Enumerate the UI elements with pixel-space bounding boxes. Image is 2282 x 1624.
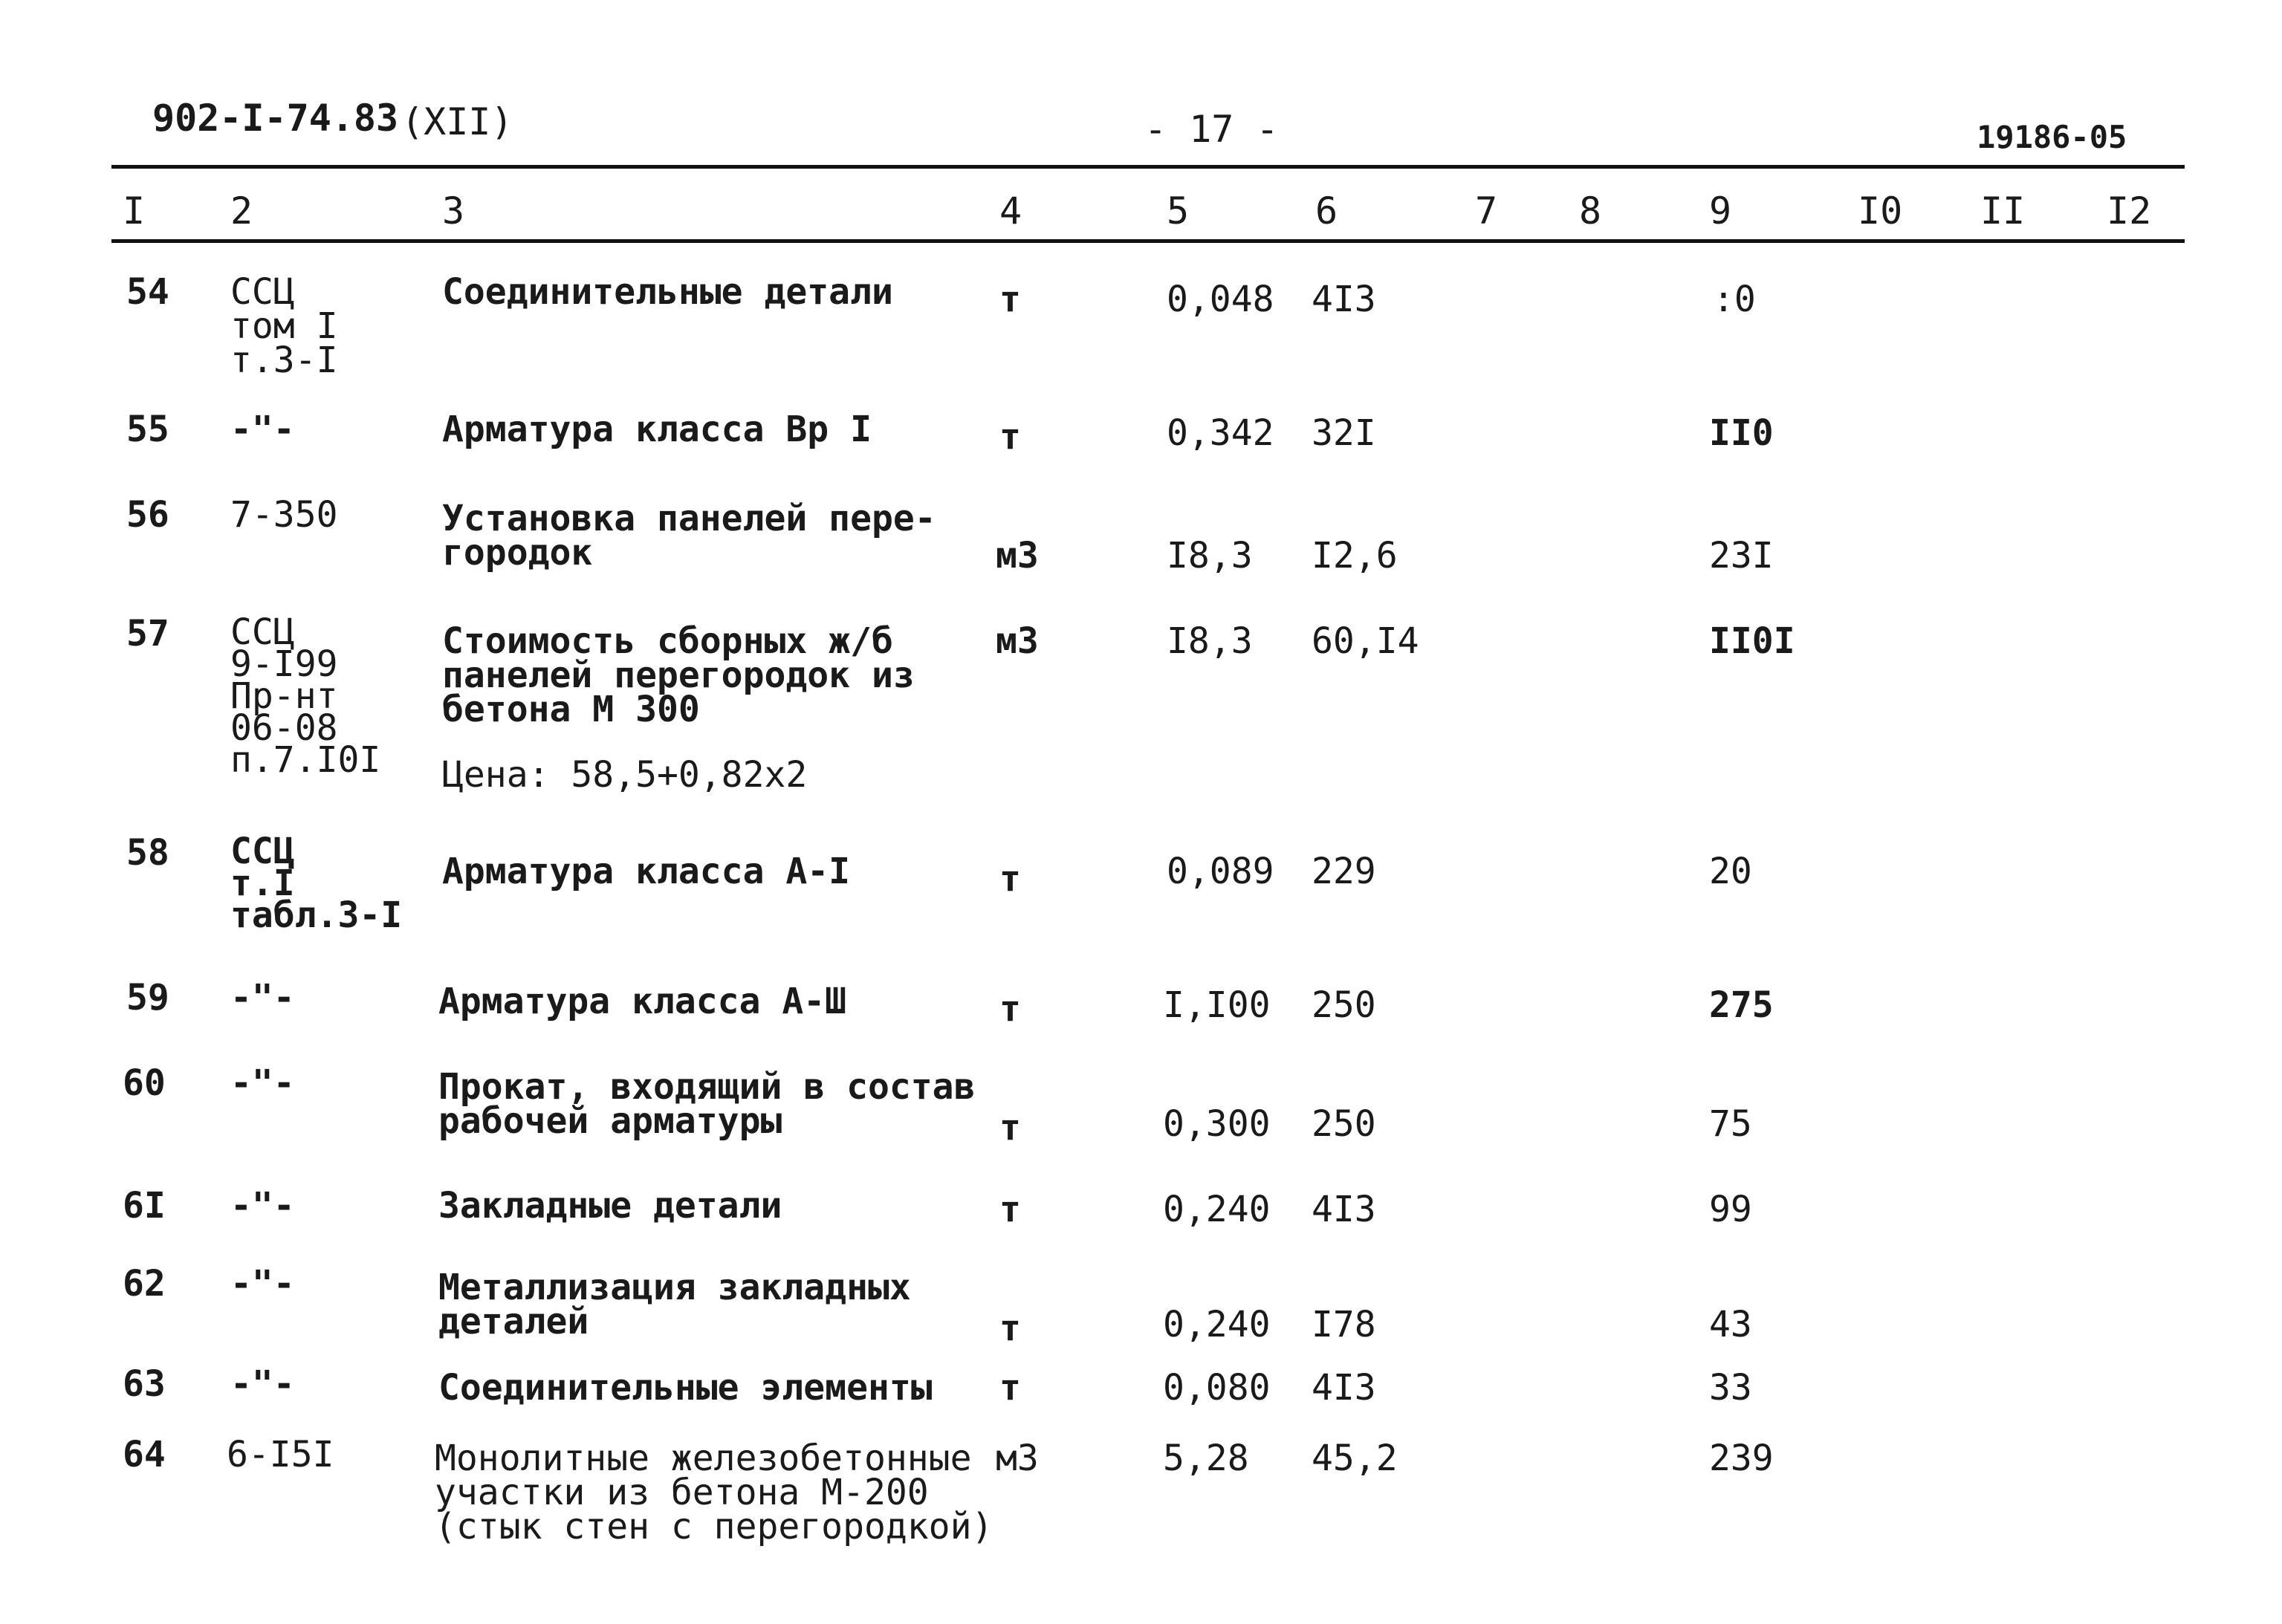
column-header-2: 2	[230, 189, 253, 233]
total-cost: 33	[1709, 1367, 1752, 1409]
column-header-9: 9	[1709, 189, 1732, 233]
quantity: 0,342	[1167, 412, 1274, 454]
unit-price: 60,I4	[1312, 620, 1419, 662]
item-name: Соединительные детали	[442, 271, 893, 313]
unit-price: 229	[1312, 851, 1376, 892]
table-row	[0, 1434, 2282, 1547]
table-row	[0, 494, 2282, 576]
table-row	[0, 977, 2282, 1030]
row-number: 64	[123, 1434, 166, 1475]
row-number: 60	[123, 1062, 166, 1104]
row-number: 6I	[123, 1185, 166, 1227]
norm-code: ССЦ том I т.3-I	[230, 271, 338, 381]
item-name: Металлизация закладных деталей	[438, 1267, 911, 1342]
quantity: 0,048	[1167, 279, 1274, 320]
column-header-12: I2	[2107, 189, 2152, 233]
unit: т	[999, 416, 1021, 458]
column-header-5: 5	[1167, 189, 1190, 233]
quantity: 0,240	[1163, 1189, 1271, 1230]
table-row	[0, 831, 2282, 936]
item-name: Арматура класса Вр I	[442, 409, 872, 450]
header-top-rule	[111, 165, 2185, 169]
quantity: I8,3	[1167, 535, 1253, 576]
item-name: Соединительные элементы	[438, 1367, 933, 1409]
unit: м3	[996, 620, 1039, 662]
quantity: 0,300	[1163, 1103, 1271, 1145]
total-cost: II0	[1709, 412, 1774, 454]
header-bottom-rule	[111, 239, 2185, 243]
column-header-1: I	[123, 189, 146, 233]
total-cost: :0	[1713, 279, 1756, 320]
unit: т	[999, 988, 1021, 1030]
total-cost: 99	[1709, 1189, 1752, 1230]
unit: м3	[996, 535, 1039, 576]
price-note: Цена: 58,5+0,82х2	[442, 754, 808, 796]
item-name: Монолитные железобетонные участки из бетона М-200 (стык стен с перегородкой)	[435, 1438, 993, 1547]
section-label: (XII)	[401, 100, 513, 143]
total-cost: 20	[1709, 851, 1752, 892]
item-name: Арматура класса А-Ш	[438, 981, 847, 1022]
table-row	[0, 1363, 2282, 1409]
norm-code: -"-	[230, 1185, 295, 1227]
table-row	[0, 271, 2282, 381]
column-header-8: 8	[1579, 189, 1602, 233]
column-header-11: II	[1980, 189, 2026, 233]
row-number: 57	[126, 613, 169, 655]
unit-price: 4I3	[1312, 1189, 1376, 1230]
unit-price: 250	[1312, 1103, 1376, 1145]
total-cost: 275	[1709, 984, 1774, 1026]
column-header-6: 6	[1315, 189, 1338, 233]
row-number: 54	[126, 271, 169, 313]
norm-code: 6-I5I	[227, 1434, 334, 1475]
unit: м3	[996, 1438, 1039, 1479]
row-number: 62	[123, 1263, 166, 1305]
norm-code: ССЦ 9-I99 Пр-нт 06-08 п.7.I0I	[230, 611, 381, 781]
quantity: 0,240	[1163, 1304, 1271, 1345]
row-number: 63	[123, 1363, 166, 1405]
unit-price: 4I3	[1312, 279, 1376, 320]
norm-code: 7-350	[230, 494, 338, 536]
unit-price: I78	[1312, 1304, 1376, 1345]
total-cost: 239	[1709, 1438, 1774, 1479]
total-cost: 43	[1709, 1304, 1752, 1345]
unit-price: 4I3	[1312, 1367, 1376, 1409]
norm-code: ССЦ т.I табл.3-I	[230, 831, 403, 936]
row-number: 59	[126, 977, 169, 1019]
unit: т	[999, 1308, 1021, 1349]
unit: т	[999, 1367, 1021, 1409]
column-header-7: 7	[1475, 189, 1498, 233]
column-header-3: 3	[442, 189, 465, 233]
item-name: Стоимость сборных ж/б панелей перегородок из бетона М 300	[442, 620, 915, 730]
item-name: Арматура класса А-I	[442, 851, 851, 892]
unit-price: I2,6	[1312, 535, 1398, 576]
unit: т	[999, 858, 1021, 900]
row-number: 58	[126, 832, 169, 874]
quantity: I,I00	[1163, 984, 1271, 1026]
total-cost: 23I	[1709, 535, 1774, 576]
unit-price: 45,2	[1312, 1438, 1398, 1479]
item-name: Установка панелей пере- городок	[442, 498, 936, 574]
column-header-4: 4	[999, 189, 1022, 233]
page-number: - 17 -	[1144, 108, 1279, 151]
unit: т	[999, 279, 1021, 320]
quantity: I8,3	[1167, 620, 1253, 662]
unit-price: 250	[1312, 984, 1376, 1026]
item-name: Закладные детали	[438, 1185, 782, 1227]
norm-code: -"-	[230, 1363, 295, 1405]
column-header-10: I0	[1858, 189, 1903, 233]
quantity: 0,080	[1163, 1367, 1271, 1409]
archive-number: 19186-05	[1977, 119, 2127, 155]
document-code: 902-I-74.83	[152, 97, 399, 140]
table-row	[0, 1185, 2282, 1230]
table-row	[0, 611, 2282, 796]
quantity: 5,28	[1163, 1438, 1249, 1479]
norm-code: -"-	[230, 1062, 295, 1104]
row-number: 55	[126, 409, 169, 450]
unit: т	[999, 1189, 1021, 1230]
norm-code: -"-	[230, 409, 295, 450]
norm-code: -"-	[230, 977, 295, 1019]
norm-code: -"-	[230, 1263, 295, 1305]
total-cost: II0I	[1709, 620, 1795, 662]
table-row	[0, 409, 2282, 458]
table-row	[0, 1062, 2282, 1149]
item-name: Прокат, входящий в состав рабочей арматуры	[438, 1066, 976, 1142]
row-number: 56	[126, 494, 169, 536]
quantity: 0,089	[1167, 851, 1274, 892]
total-cost: 75	[1709, 1103, 1752, 1145]
unit: т	[999, 1107, 1021, 1149]
unit-price: 32I	[1312, 412, 1376, 454]
table-row	[0, 1263, 2282, 1349]
